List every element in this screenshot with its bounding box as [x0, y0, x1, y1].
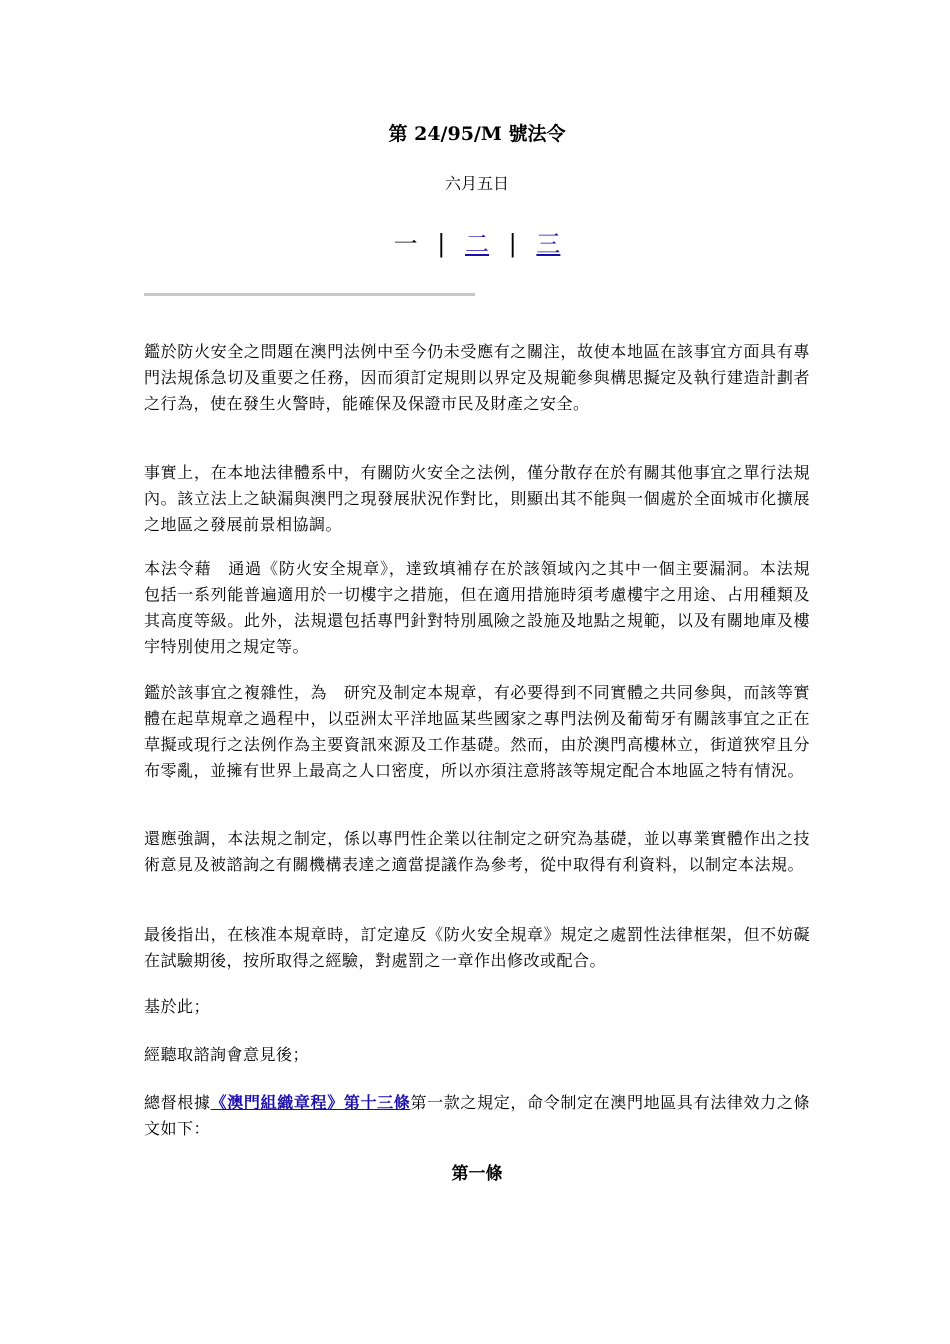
- part-one-current: 一: [393, 230, 418, 258]
- preamble-paragraph-4: 鑑於該事宜之複雜性，為 研究及制定本規章，有必要得到不同實體之共同參與，而該等實體在起草規章之過程中，以亞洲太平洋地區某些國家之專門法例及葡萄牙有關該事宜之正在草擬或現行之法例作為主要資訊來源及工作基礎。然而，由於澳門高樓林立，街道狹窄且分布零亂，並擁有世界上最高之人口密度，所以亦須注意將該等規定配合本地區之特有情況。: [144, 683, 810, 780]
- horizontal-divider: [144, 293, 475, 296]
- decree-title: 第 24/95/M 號法令: [388, 123, 566, 145]
- preamble-paragraph-3: 本法令藉 通過《防火安全規章》，達致填補存在於該領域內之其中一個主要漏洞。本法規包括一系列能普遍適用於一切樓宇之措施，但在適用措施時須考慮樓宇之用途、占用種類及其高度等級。此外，法規還包括專門針對特別風險之設施及地點之規範，以及有關地庫及樓宇特別使用之規定等。: [144, 559, 810, 656]
- enacting-suffix: 第一款之規定，命令制定在澳門地區具有法律效力之條文如下：: [144, 1093, 810, 1138]
- enacting-prefix: 總督根據: [144, 1093, 211, 1112]
- part-three-link[interactable]: 三: [536, 230, 561, 258]
- preamble-paragraph-7: 基於此；: [144, 997, 211, 1016]
- preamble-paragraph-6: 最後指出，在核准本規章時，訂定違反《防火安全規章》規定之處罰性法律框架，但不妨礙在試驗期後，按所取得之經驗，對處罰之一章作出修改或配合。: [144, 925, 810, 970]
- preamble-paragraph-8: 經聽取諮詢會意見後；: [144, 1045, 310, 1064]
- decree-date: 六月五日: [444, 174, 509, 193]
- enacting-paragraph: [144, 1090, 810, 1142]
- preamble-paragraph-2: 事實上，在本地法律體系中，有關防火安全之法例，僅分散存在於有關其他事宜之單行法規內。該立法上之缺漏與澳門之現發展狀況作對比，則顯出其不能與一個處於全面城市化擴展之地區之發展前景相協調。: [144, 463, 810, 534]
- part-separator: |: [508, 230, 517, 258]
- part-separator: |: [437, 230, 446, 258]
- part-navigation: [144, 226, 810, 262]
- article-one-heading: 第一條: [451, 1164, 503, 1184]
- preamble-paragraph-1: 鑑於防火安全之問題在澳門法例中至今仍未受應有之關注，故使本地區在該事宜方面具有專門法規係急切及重要之任務，因而須訂定規則以界定及規範參與構思擬定及執行建造計劃者之行為，使在發生火警時，能確保及保證市民及財產之安全。: [144, 342, 810, 413]
- preamble-paragraph-5: 還應強調，本法規之制定，係以專門性企業以往制定之研究為基礎，並以專業實體作出之技術意見及被諮詢之有關機構表達之適當提議作為參考，從中取得有利資料，以制定本法規。: [144, 829, 810, 874]
- organic-statute-link[interactable]: 《澳門組織章程》第十三條: [210, 1093, 411, 1112]
- part-two-link[interactable]: 二: [465, 230, 489, 258]
